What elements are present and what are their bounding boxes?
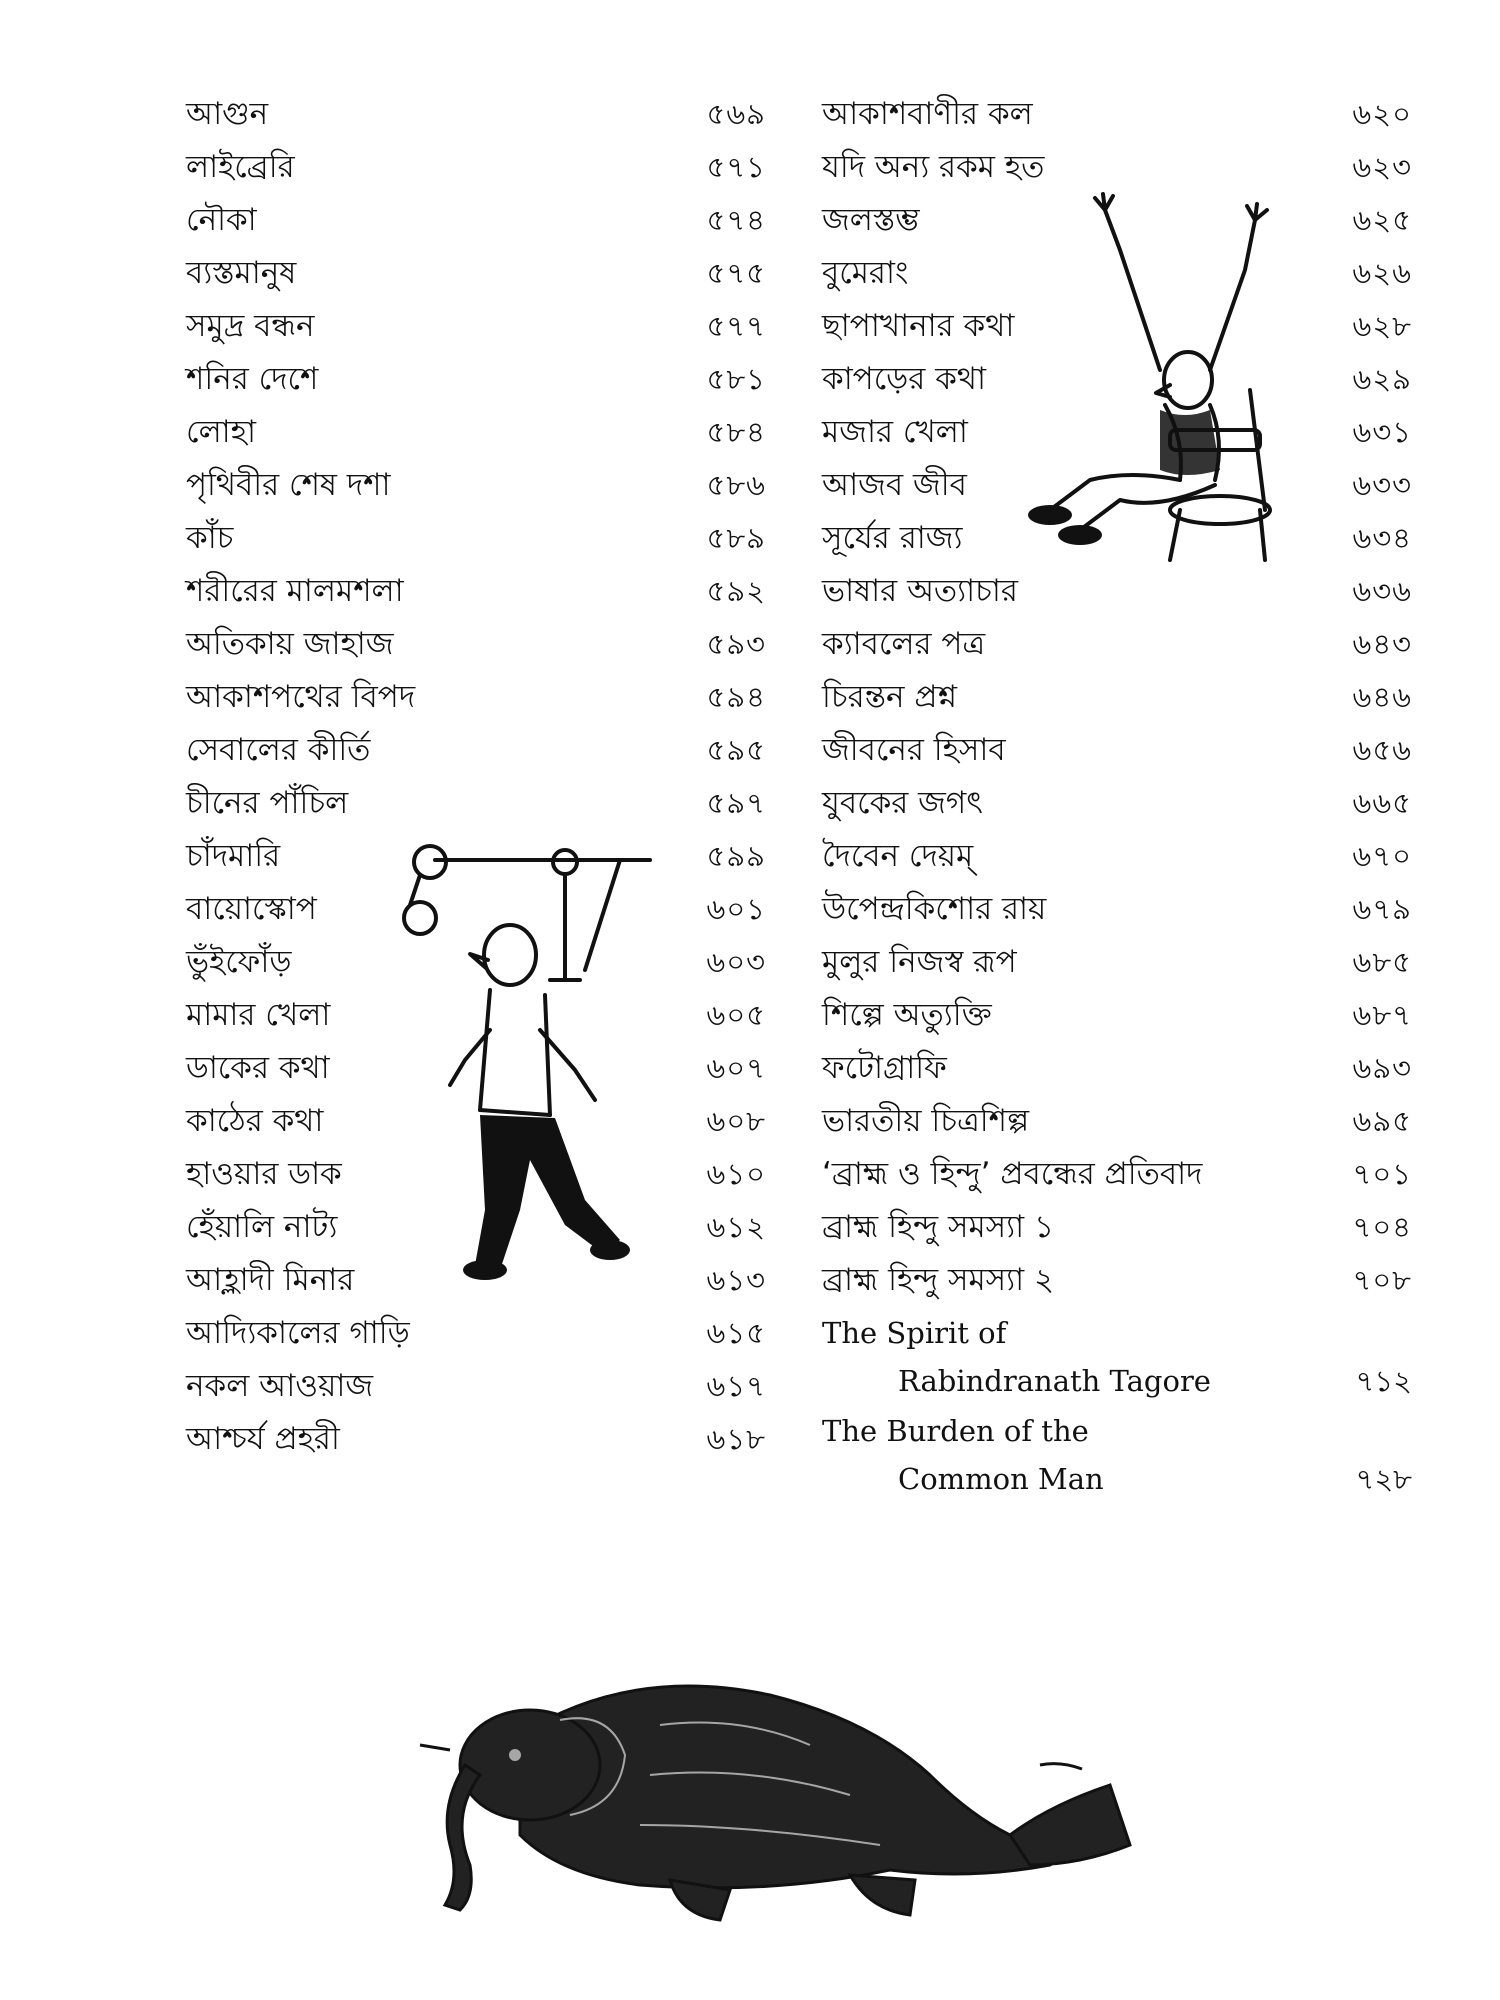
entry-title: ডাকের কথা <box>186 1050 330 1086</box>
toc-entry <box>822 989 1412 1042</box>
entry-page: ৬০১ <box>706 892 766 926</box>
entry-title: আহ্লাদী মিনার <box>186 1262 355 1298</box>
toc-entry <box>186 300 766 353</box>
entry-title: ভাষার অত্যাচার <box>822 573 1018 609</box>
entry-title: আদ্যিকালের গাড়ি <box>186 1315 410 1351</box>
entry-page: ৫৯৩ <box>706 627 766 661</box>
entry-title: মজার খেলা <box>822 414 968 450</box>
entry-title: ভারতীয় চিত্রশিল্প <box>822 1103 1030 1139</box>
entry-title: লোহা <box>186 414 256 450</box>
entry-page: ৬৪৩ <box>1352 627 1412 661</box>
entry-title: লাইব্রেরি <box>186 149 295 185</box>
toc-entry <box>186 1413 766 1466</box>
entry-title: বায়োস্কোপ <box>186 891 317 927</box>
entry-title: ছাপাখানার কথা <box>822 308 1015 344</box>
toc-entry <box>186 353 766 406</box>
entry-title: সেবালের কীর্তি <box>186 732 371 768</box>
entry-page: ৬৭৯ <box>1352 892 1412 926</box>
entry-page: ৬০৮ <box>706 1104 766 1138</box>
entry-page: ৬৩৩ <box>1352 468 1412 502</box>
entry-title: ভুঁইফোঁড় <box>186 944 292 980</box>
entry-title: উপেন্দ্রকিশোর রায় <box>822 891 1047 927</box>
entry-title-continued: Common Man <box>898 1462 1104 1496</box>
entry-title: আজব জীব <box>822 467 967 503</box>
entry-page: ৭০৮ <box>1352 1263 1412 1297</box>
toc-english-entry <box>822 1309 1412 1405</box>
entry-page: ৬৮৭ <box>1352 998 1412 1032</box>
entry-page: ৬২৬ <box>1352 256 1412 290</box>
toc-entry <box>822 724 1412 777</box>
entry-title: আকাশপথের বিপদ <box>186 679 416 715</box>
entry-page: ৫৯৪ <box>706 680 766 714</box>
entry-page: ৬৭০ <box>1352 839 1412 873</box>
entry-page: ৫৮৬ <box>706 468 766 502</box>
entry-title: শনির দেশে <box>186 361 319 397</box>
entry-page: ৬৫৬ <box>1352 733 1412 767</box>
entry-page: ৬১২ <box>706 1210 766 1244</box>
entry-title: ব্রাহ্ম হিন্দু সমস্যা ২ <box>822 1262 1055 1298</box>
entry-title: কাঁচ <box>186 520 234 556</box>
toc-entry <box>186 618 766 671</box>
entry-title: জলস্তম্ভ <box>822 202 920 238</box>
entry-page: ৬০৩ <box>706 945 766 979</box>
entry-page: ৬১৭ <box>706 1369 766 1403</box>
toc-entry <box>822 671 1412 724</box>
toc-entry <box>186 777 766 830</box>
elephant-fish-icon <box>410 1665 1170 1925</box>
entry-title: মুলুর নিজস্ব রূপ <box>822 944 1017 980</box>
toc-entry <box>822 1148 1412 1201</box>
man-with-contraption-icon <box>380 830 680 1300</box>
entry-page: ৬২৯ <box>1352 362 1412 396</box>
toc-entry <box>186 512 766 565</box>
entry-page: ৫৭৫ <box>706 256 766 290</box>
entry-page: ৬৯৫ <box>1352 1104 1412 1138</box>
entry-title: The Burden of the <box>822 1414 1089 1448</box>
entry-page: ৬৮৫ <box>1352 945 1412 979</box>
entry-page: ৬২৫ <box>1352 203 1412 237</box>
entry-page: ৫৬৯ <box>706 97 766 131</box>
entry-page: ৭০১ <box>1352 1157 1412 1191</box>
entry-title: অতিকায় জাহাজ <box>186 626 394 662</box>
entry-title: দৈবেন দেয়ম্ <box>822 838 974 874</box>
entry-title: বুমেরাং <box>822 255 909 291</box>
entry-title: মামার খেলা <box>186 997 331 1033</box>
toc-entry <box>822 1254 1412 1307</box>
entry-page: ৭২৮ <box>1355 1462 1412 1496</box>
entry-title: ব্যস্তমানুষ <box>186 255 297 291</box>
entry-page: ৫৮৯ <box>706 521 766 555</box>
toc-entry <box>822 1095 1412 1148</box>
entry-page: ৬১৮ <box>706 1422 766 1456</box>
man-in-chair-icon <box>1010 180 1310 565</box>
toc-entry <box>822 565 1412 618</box>
toc-entry <box>186 724 766 777</box>
entry-page: ৬৩১ <box>1352 415 1412 449</box>
toc-entry <box>186 247 766 300</box>
toc-entry <box>822 936 1412 989</box>
entry-title: ক্যাবলের পত্র <box>822 626 986 662</box>
toc-entry <box>822 1042 1412 1095</box>
entry-title-continued: Rabindranath Tagore <box>898 1364 1211 1398</box>
entry-title: চিরন্তন প্রশ্ন <box>822 679 958 715</box>
entry-page: ৫৭৭ <box>706 309 766 343</box>
entry-title: জীবনের হিসাব <box>822 732 1006 768</box>
entry-page: ৫৯৯ <box>706 839 766 873</box>
entry-title: শিল্পে অত্যুক্তি <box>822 997 992 1033</box>
entry-page: ৫৮৪ <box>706 415 766 449</box>
entry-title: সূর্যের রাজ্য <box>822 520 963 556</box>
toc-entry <box>186 671 766 724</box>
entry-page: ৫৯২ <box>706 574 766 608</box>
entry-title: কাপড়ের কথা <box>822 361 986 397</box>
toc-entry <box>822 88 1412 141</box>
entry-title: ‘ব্রাহ্ম ও হিন্দু’ প্রবন্ধের প্রতিবাদ <box>822 1156 1203 1192</box>
entry-page: ৬২৮ <box>1352 309 1412 343</box>
entry-page: ৬০৭ <box>706 1051 766 1085</box>
entry-title: চীনের পাঁচিল <box>186 785 349 821</box>
entry-title: যদি অন্য রকম হত <box>822 149 1045 185</box>
toc-entry <box>186 459 766 512</box>
entry-page: ৬৯৩ <box>1352 1051 1412 1085</box>
entry-page: ৭১২ <box>1355 1364 1412 1398</box>
toc-entry <box>822 777 1412 830</box>
toc-entry <box>186 88 766 141</box>
entry-title: কাঠের কথা <box>186 1103 324 1139</box>
entry-title: সমুদ্র বন্ধন <box>186 308 315 344</box>
entry-page: ৭০৪ <box>1352 1210 1412 1244</box>
entry-title: ব্রাহ্ম হিন্দু সমস্যা ১ <box>822 1209 1055 1245</box>
toc-entry <box>822 883 1412 936</box>
entry-page: ৬৬৫ <box>1352 786 1412 820</box>
entry-page: ৬২৩ <box>1352 150 1412 184</box>
entry-page: ৬১০ <box>706 1157 766 1191</box>
entry-page: ৬২০ <box>1352 97 1412 131</box>
entry-page: ৫৭৪ <box>706 203 766 237</box>
entry-page: ৬০৫ <box>706 998 766 1032</box>
entry-page: ৫৯৫ <box>706 733 766 767</box>
toc-english-entry <box>822 1407 1412 1503</box>
toc-entry <box>186 1307 766 1360</box>
entry-page: ৬৪৬ <box>1352 680 1412 714</box>
toc-entry <box>822 830 1412 883</box>
entry-page: ৫৯৭ <box>706 786 766 820</box>
toc-entry <box>186 194 766 247</box>
toc-entry <box>186 141 766 194</box>
entry-title: হাওয়ার ডাক <box>186 1156 342 1192</box>
entry-title: নৌকা <box>186 202 257 238</box>
toc-entry <box>186 406 766 459</box>
entry-title: হেঁয়ালি নাট্য <box>186 1209 338 1245</box>
entry-title: পৃথিবীর শেষ দশা <box>186 467 391 503</box>
toc-entry <box>822 618 1412 671</box>
toc-entry <box>186 565 766 618</box>
entry-page: ৫৭১ <box>706 150 766 184</box>
entry-title: আকাশবাণীর কল <box>822 96 1033 132</box>
entry-page: ৬১৩ <box>706 1263 766 1297</box>
entry-title: শরীরের মালমশলা <box>186 573 404 609</box>
entry-page: ৫৮১ <box>706 362 766 396</box>
entry-page: ৬৩৬ <box>1352 574 1412 608</box>
entry-title: চাঁদমারি <box>186 838 281 874</box>
entry-title: আগুন <box>186 96 269 132</box>
entry-title: নকল আওয়াজ <box>186 1368 374 1404</box>
entry-page: ৬১৫ <box>706 1316 766 1350</box>
entry-page: ৬৩৪ <box>1352 521 1412 555</box>
entry-title: ফটোগ্রাফি <box>822 1050 947 1086</box>
entry-title: The Spirit of <box>822 1316 1007 1350</box>
toc-entry <box>186 1360 766 1413</box>
toc-entry <box>822 1201 1412 1254</box>
entry-title: আশ্চর্য প্রহরী <box>186 1421 340 1457</box>
entry-title: যুবকের জগৎ <box>822 785 983 821</box>
